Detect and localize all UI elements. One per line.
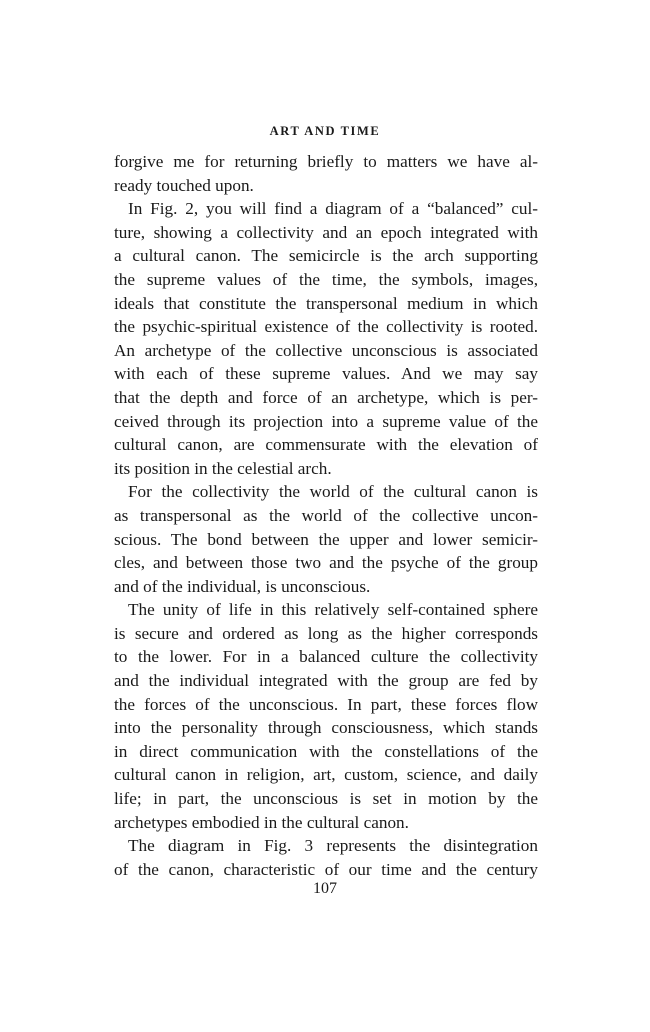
text-line: a cultural canon. The semicircle is the arch supporting: [114, 246, 538, 266]
text-line: ture, showing a collectivity and an epoch integrated with: [114, 222, 538, 242]
text-line: The diagram in Fig. 3 represents the disintegration: [128, 836, 538, 856]
text-line: as transpersonal as the world of the collective uncon-: [114, 505, 538, 525]
text-line: the supreme values of the time, the symbols, images,: [114, 269, 538, 289]
text-line: The unity of life in this relatively self-contained sphere: [128, 600, 538, 620]
text-line: ceived through its projection into a supreme value of the: [114, 411, 538, 431]
text-line: and of the individual, is unconscious.: [114, 576, 371, 596]
text-line: cultural canon, are commensurate with the elevation of: [114, 435, 538, 455]
text-line: ideals that constitute the transpersonal medium in which: [114, 293, 538, 313]
text-line: to the lower. For in a balanced culture the collectivity: [114, 647, 538, 667]
text-line: the psychic-spiritual existence of the collectivity is rooted.: [114, 317, 538, 337]
text-line: that the depth and force of an archetype, which is per-: [114, 387, 538, 407]
text-line: For the collectivity the world of the cultural canon is: [128, 482, 538, 502]
running-head: ART AND TIME: [269, 124, 381, 138]
text-line: cultural canon in religion, art, custom, science, and daily: [114, 765, 538, 785]
text-line: the forces of the unconscious. In part, these forces flow: [114, 694, 538, 714]
page-number: 107: [313, 880, 337, 897]
text-line: is secure and ordered as long as the higher corresponds: [114, 623, 538, 643]
text-line: forgive me for returning briefly to matters we have al-: [114, 152, 538, 171]
text-line: scious. The bond between the upper and lower semicir-: [114, 529, 538, 549]
text-line: in direct communication with the constellations of the: [114, 741, 538, 761]
text-line: An archetype of the collective unconscious is associated: [114, 340, 538, 360]
text-line: and the individual integrated with the group are fed by: [114, 671, 538, 691]
text-line: archetypes embodied in the cultural canon.: [114, 812, 409, 832]
text-line: life; in part, the unconscious is set in motion by the: [114, 789, 538, 809]
text-line: In Fig. 2, you will find a diagram of a “balanced” cul-: [128, 199, 538, 219]
text-line: into the personality through consciousness, which stands: [114, 718, 538, 738]
text-line: of the canon, characteristic of our time and the century: [114, 859, 538, 879]
text-line: cles, and between those two and the psyche of the group: [114, 553, 538, 573]
text-line: its position in the celestial arch.: [114, 458, 332, 478]
text-line: ready touched upon.: [114, 175, 254, 195]
text-line: with each of these supreme values. And we may say: [114, 364, 538, 384]
body-text: [114, 150, 538, 881]
